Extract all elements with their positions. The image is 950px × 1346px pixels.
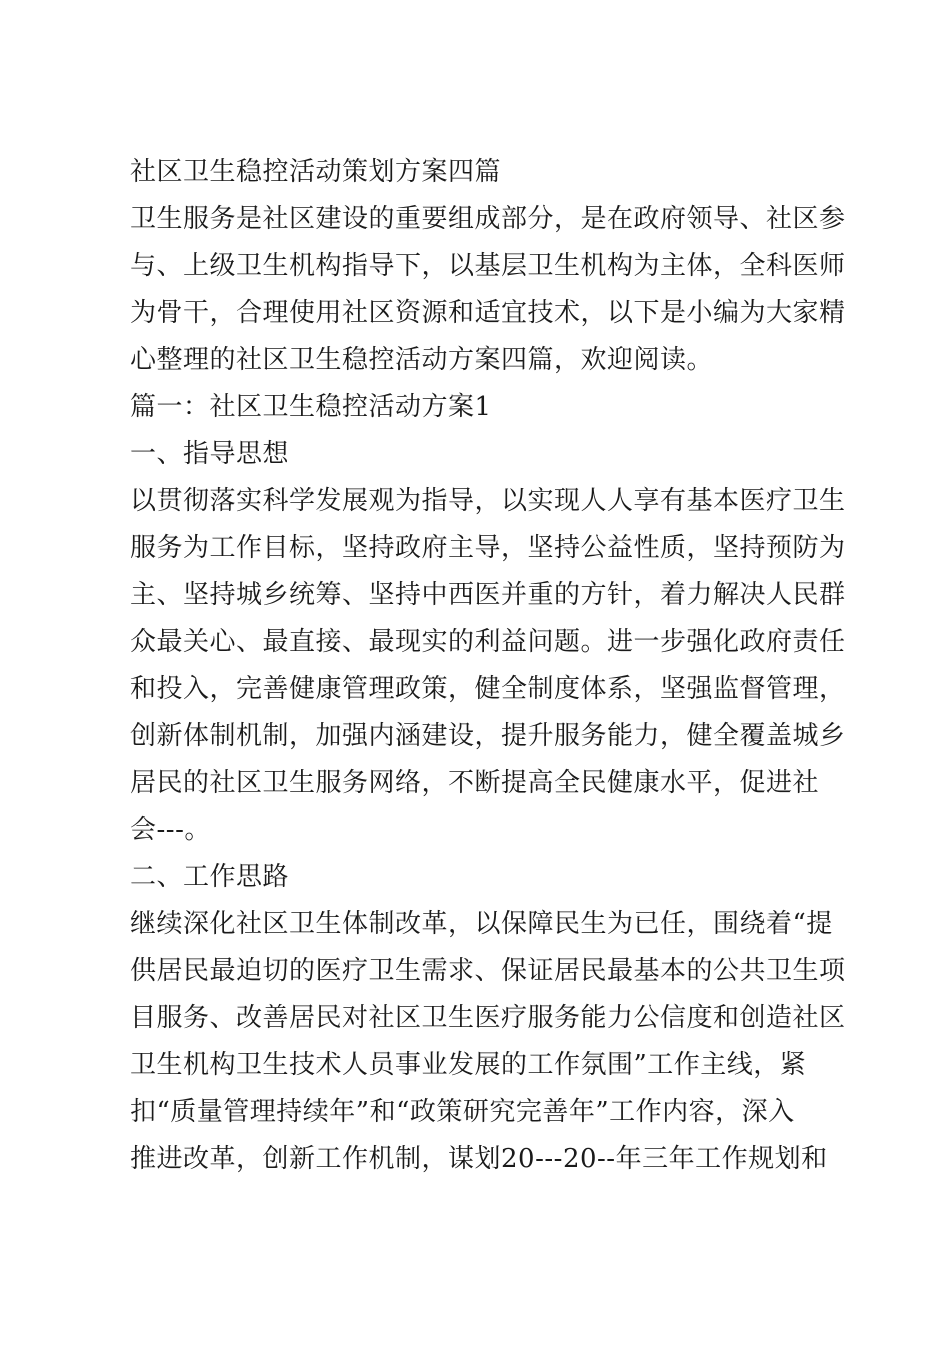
section-heading-guiding-thought: 一、指导思想: [130, 439, 290, 469]
intro-line: 心整理的社区卫生稳控活动方案四篇，欢迎阅读。: [130, 345, 714, 375]
paragraph-line: 扣“质量管理持续年”和“政策研究完善年”工作内容，深入: [130, 1097, 795, 1127]
chapter-heading: 篇一：社区卫生稳控活动方案1: [130, 392, 492, 422]
paragraph-line: 居民的社区卫生服务网络，不断提高全民健康水平，促进社: [130, 768, 820, 798]
paragraph-line: 会---。: [130, 815, 211, 845]
intro-line: 卫生服务是社区建设的重要组成部分，是在政府领导、社区参: [130, 204, 846, 234]
paragraph-line: 主、坚持城乡统筹、坚持中西医并重的方针，着力解决人民群: [130, 580, 846, 610]
paragraph-line: 创新体制机制，加强内涵建设，提升服务能力，健全覆盖城乡: [130, 721, 846, 751]
paragraph-line: 推进改革，创新工作机制，谋划20---20--年三年工作规划和: [130, 1144, 828, 1174]
document-title: 社区卫生稳控活动策划方案四篇: [130, 157, 502, 187]
paragraph-line: 和投入，完善健康管理政策，健全制度体系，坚强监督管理，: [130, 674, 846, 704]
paragraph-line: 众最关心、最直接、最现实的利益问题。进一步强化政府责任: [130, 627, 846, 657]
paragraph-line: 以贯彻落实科学发展观为指导，以实现人人享有基本医疗卫生: [130, 486, 846, 516]
intro-line: 与、上级卫生机构指导下，以基层卫生机构为主体，全科医师: [130, 251, 846, 281]
paragraph-line: 目服务、改善居民对社区卫生医疗服务能力公信度和创造社区: [130, 1003, 846, 1033]
intro-line: 为骨干，合理使用社区资源和适宜技术，以下是小编为大家精: [130, 298, 846, 328]
paragraph-line: 卫生机构卫生技术人员事业发展的工作氛围”工作主线，紧: [130, 1050, 807, 1080]
section-heading-work-approach: 二、工作思路: [130, 862, 290, 892]
paragraph-line: 服务为工作目标，坚持政府主导，坚持公益性质，坚持预防为: [130, 533, 846, 563]
paragraph-line: 供居民最迫切的医疗卫生需求、保证居民最基本的公共卫生项: [130, 956, 846, 986]
paragraph-line: 继续深化社区卫生体制改革，以保障民生为已任，围绕着“提: [130, 909, 833, 939]
